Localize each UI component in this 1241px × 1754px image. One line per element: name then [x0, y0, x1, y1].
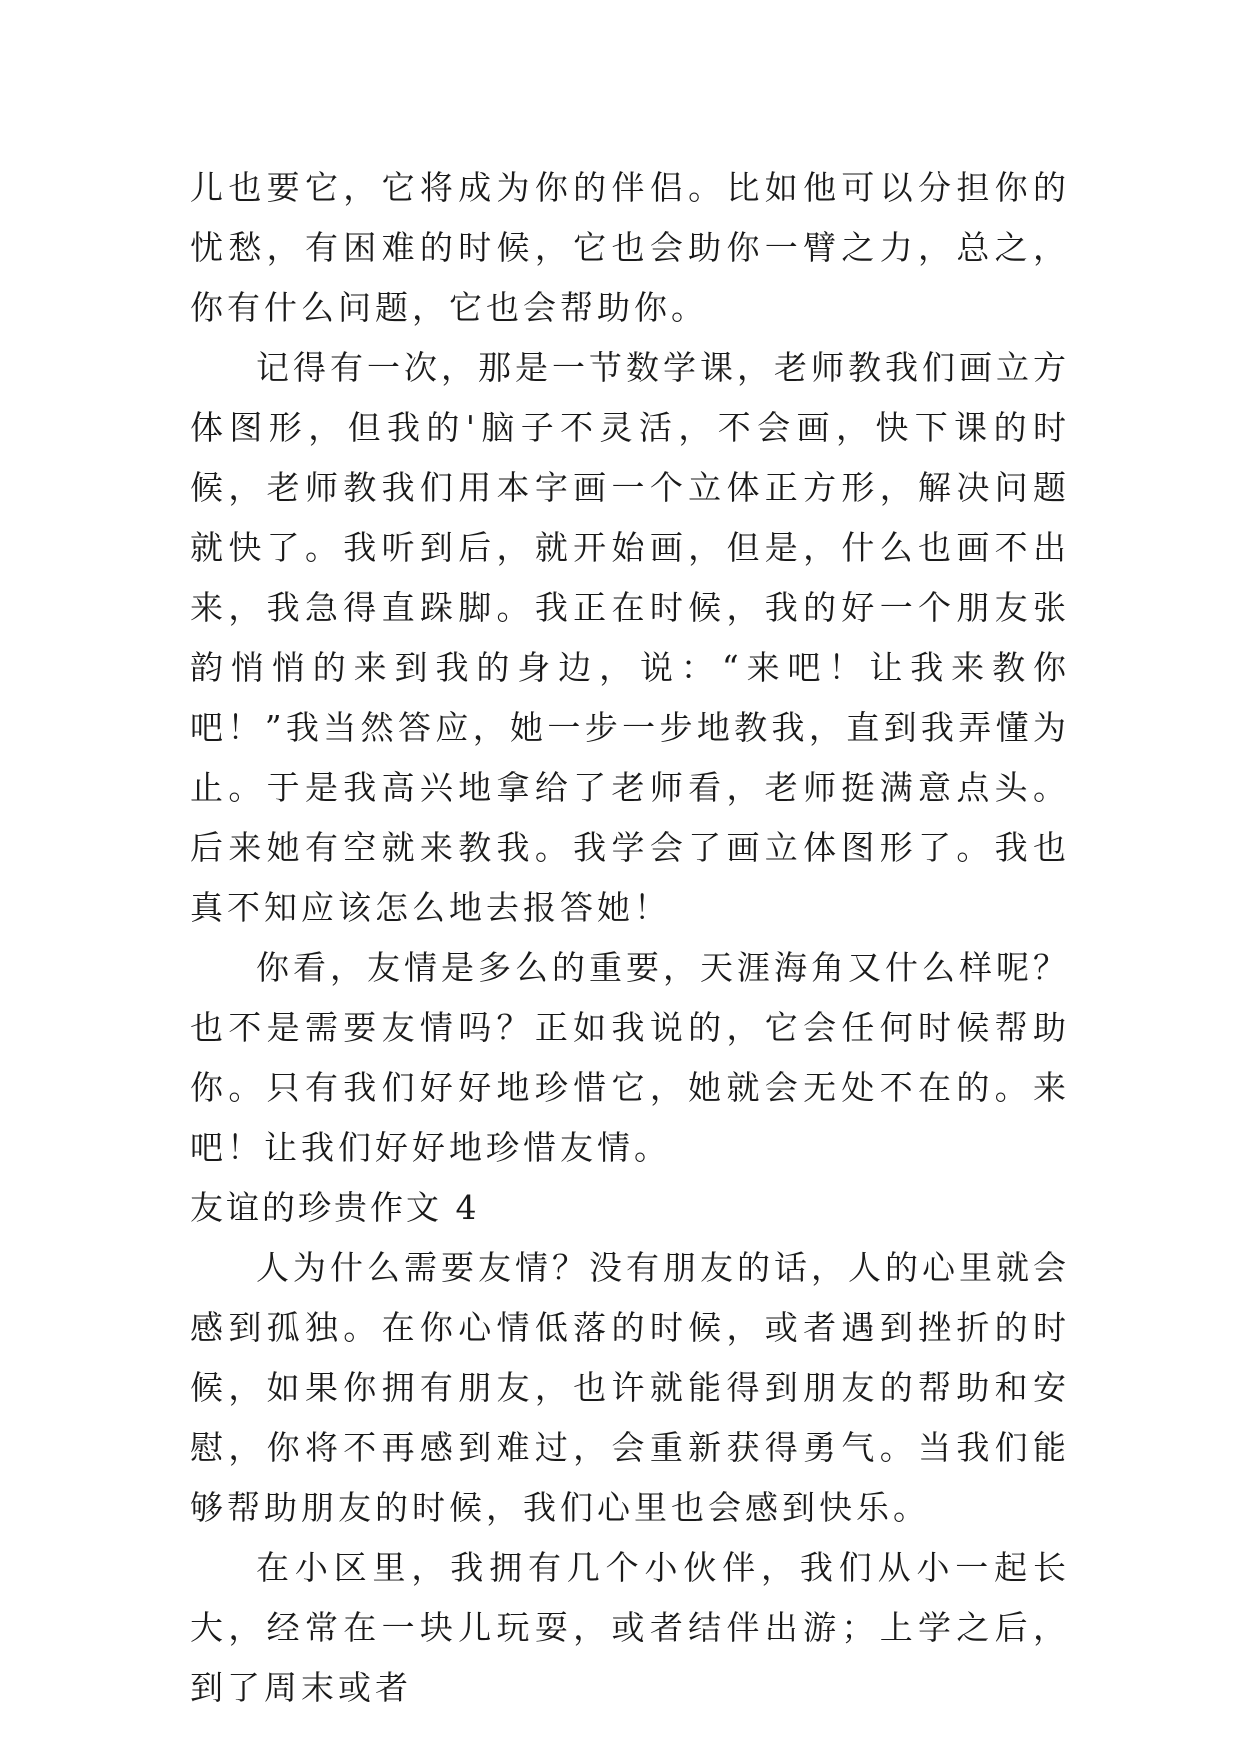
paragraph-continued: 儿也要它，它将成为你的伴侣。比如他可以分担你的忧愁，有困难的时候，它也会助你一臂之力，总之，你有什么问题，它也会帮助你。: [190, 168, 1070, 327]
paragraph-conclusion: 你看，友情是多么的重要，天涯海角又什么样呢？也不是需要友情吗？正如我说的，它会任何时候帮助你。只有我们好好地珍惜它，她就会无处不在的。来吧！让我们好好地珍惜友情。: [190, 948, 1070, 1167]
paragraph-neighborhood: 在小区里，我拥有几个小伙伴，我们从小一起长大，经常在一块儿玩耍，或者结伴出游；上学之后，到了周末或者: [190, 1548, 1070, 1707]
document-body: [190, 158, 1070, 1718]
section-title: 友谊的珍贵作文 4: [190, 1188, 480, 1227]
paragraph-math-class: 记得有一次，那是一节数学课，老师教我们画立方体图形，但我的'脑子不灵活，不会画，快下课的时候，老师教我们用本字画一个立体正方形，解决问题就快了。我听到后，就开始画，但是，什么也画不出来，我急得直跺脚。我正在时候，我的好一个朋友张韵悄悄的来到我的身边，说：“来吧！让我来教你吧！”我当然答应，她一步一步地教我，直到我弄懂为止。于是我高兴地拿给了老师看，老师挺满意点头。后来她有空就来教我。我学会了画立体图形了。我也真不知应该怎么地去报答她！: [190, 348, 1070, 927]
paragraph-why-friendship: 人为什么需要友情？没有朋友的话，人的心里就会感到孤独。在你心情低落的时候，或者遇到挫折的时候，如果你拥有朋友，也许就能得到朋友的帮助和安慰，你将不再感到难过，会重新获得勇气。当我们能够帮助朋友的时候，我们心里也会感到快乐。: [190, 1248, 1070, 1527]
